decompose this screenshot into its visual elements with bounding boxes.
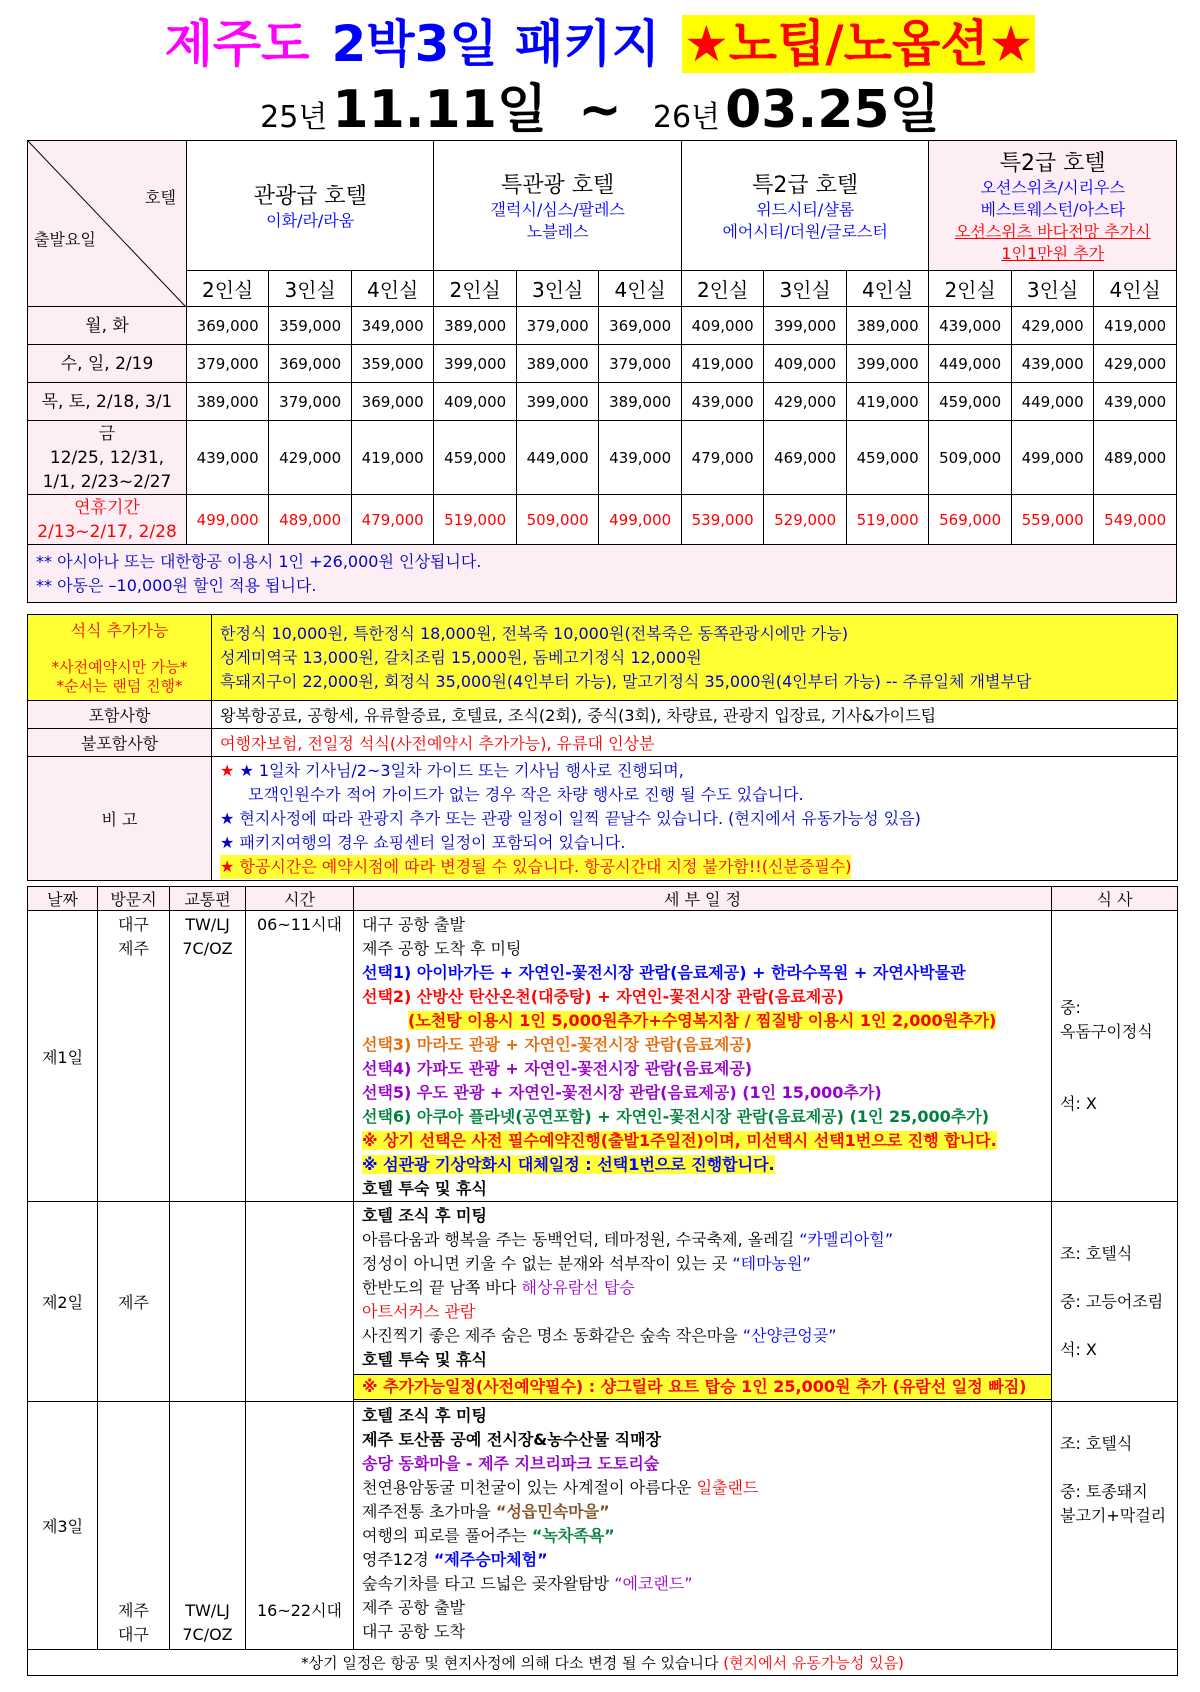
departure-day [28, 495, 187, 545]
schedule-line: (노천탕 이용시 1인 5,000원추가+수영복지참 / 찜질방 이용시 1인 2,000원추가) [408, 1011, 997, 1030]
hotel-sub: 에어시티/더원/글로스터 [722, 222, 888, 241]
room-header: 2인실 [186, 271, 268, 307]
meals-extra-label: 석식 추가가능 [70, 620, 169, 640]
meals-extra-label-cell [28, 615, 212, 701]
price-notes [28, 545, 1177, 603]
price-note: ** 아동은 –10,000원 할인 적용 됩니다. [36, 575, 317, 595]
price-cell: 369,000 [599, 307, 682, 345]
price-cell: 469,000 [764, 421, 846, 495]
schedule-highlight: 일출랜드 [696, 1478, 759, 1497]
info-table [27, 614, 1178, 881]
schedule-line: 선택5) 우도 관광 + 자연인-꽃전시장 관람(음료제공) (1인 15,000추가) [362, 1083, 882, 1102]
price-cell: 539,000 [681, 495, 763, 545]
schedule-highlight: “테마농원” [732, 1254, 811, 1273]
col-header: 교통편 [170, 887, 246, 911]
price-cell: 419,000 [846, 383, 929, 421]
meals-extra-list [212, 615, 1178, 701]
day-text: 수, 일, 2/19 [60, 353, 154, 374]
meal: 중: [1060, 998, 1081, 1017]
price-cell: 479,000 [351, 495, 434, 545]
schedule-line: ※ 섬관광 기상악화시 대체일정 : 선택1번으로 진행합니다. [362, 1155, 775, 1174]
price-row [28, 345, 1177, 383]
price-cell: 409,000 [681, 307, 763, 345]
day-label: 제1일 [28, 911, 98, 1202]
schedule-line: 천연용암동굴 미천굴이 있는 사계절이 아름다운 [362, 1478, 697, 1497]
day-transport [170, 1202, 246, 1402]
day-transport [170, 911, 246, 1202]
schedule-line: 제주 공항 도착 후 미팅 [362, 939, 522, 958]
day-places [98, 911, 170, 1202]
remark-line: 모객인원수가 적어 가이드가 없는 경우 작은 차량 행사로 진행 될 수도 있습니다. [248, 784, 804, 804]
price-rows [28, 307, 1177, 545]
price-cell: 429,000 [269, 421, 351, 495]
remarks-label: 비 고 [28, 757, 212, 881]
schedule-line: 호텔 투숙 및 휴식 [362, 1179, 487, 1198]
corner-cell [28, 141, 187, 307]
meal: 석: X [1060, 1094, 1097, 1113]
transport: TW/LJ [185, 1601, 230, 1620]
price-cell: 549,000 [1094, 495, 1177, 545]
meal: 석: X [1060, 1339, 1097, 1359]
schedule-highlight: 해상유람선 탑승 [521, 1278, 635, 1297]
room-header: 3인실 [269, 271, 351, 307]
end-year: 26년 [652, 100, 721, 135]
price-cell: 449,000 [929, 345, 1011, 383]
transport: 7C/OZ [182, 939, 233, 958]
start-date: 11.11일 [332, 80, 548, 140]
price-table [27, 140, 1177, 603]
day-meals [1052, 911, 1178, 1202]
price-cell: 359,000 [351, 345, 434, 383]
price-cell: 369,000 [269, 345, 351, 383]
price-cell: 379,000 [599, 345, 682, 383]
departure-day [28, 307, 187, 345]
day-places [98, 1402, 170, 1650]
hotel-sub: 베스트웨스턴/아스타 [980, 200, 1125, 219]
meal: 조: 호텔식 [1060, 1243, 1133, 1263]
title-destination: 제주도 [164, 15, 310, 73]
room-header: 3인실 [1011, 271, 1093, 307]
price-cell: 399,000 [516, 383, 598, 421]
price-cell: 359,000 [269, 307, 351, 345]
room-header: 4인실 [846, 271, 929, 307]
day-time: 06~11시대 [246, 911, 354, 1202]
price-cell: 439,000 [929, 307, 1011, 345]
itinerary-footer [28, 1650, 1178, 1676]
price-cell: 419,000 [681, 345, 763, 383]
place: 대구 [118, 915, 149, 934]
hotel-header-2 [434, 141, 681, 271]
transport: 7C/OZ [182, 1625, 233, 1644]
price-cell: 409,000 [434, 383, 516, 421]
meal: 중: 토종돼지 [1060, 1482, 1148, 1501]
remark-line: ★ 현지사정에 따라 관광지 추가 또는 관광 일정이 일찍 끝날수 있습니다. (현지에서 유동가능성 있음) [220, 808, 921, 828]
remarks-list [212, 757, 1178, 881]
price-cell: 459,000 [929, 383, 1011, 421]
meal: 불고기+막걸리 [1060, 1506, 1167, 1525]
hotel-sub: 이화/라/라움 [266, 211, 355, 230]
transport: TW/LJ [185, 915, 230, 934]
schedule-line: 선택3) 마라도 관광 + 자연인-꽃전시장 관람(음료제공) [362, 1035, 753, 1054]
day-text: 금 [98, 423, 116, 444]
price-cell: 389,000 [599, 383, 682, 421]
room-header: 3인실 [516, 271, 598, 307]
price-cell: 429,000 [1094, 345, 1177, 383]
schedule-line: 선택6) 아쿠아 플라넷(공연포함) + 자연인-꽃전시장 관람(음료제공) (1인 25,000추가) [362, 1107, 990, 1126]
hotel-name: 특2급 호텔 [999, 151, 1106, 176]
end-date: 03.25일 [725, 80, 940, 140]
price-cell: 499,000 [186, 495, 268, 545]
schedule-highlight: “산양큰엉곶” [742, 1326, 837, 1345]
price-cell: 499,000 [599, 495, 682, 545]
day-schedule [354, 1402, 1052, 1650]
price-cell: 369,000 [186, 307, 268, 345]
schedule-line: 제주전통 초가마을 [362, 1502, 496, 1521]
schedule-line: 한반도의 끝 남쪽 바다 [362, 1278, 522, 1297]
day-3-row [28, 1402, 1178, 1650]
day-2-row [28, 1202, 1178, 1402]
price-cell: 389,000 [434, 307, 516, 345]
day-text: 12/25, 12/31, [49, 447, 165, 468]
schedule-line: 정성이 아니면 키울 수 없는 분재와 석부작이 있는 곳 [362, 1254, 733, 1273]
price-cell: 399,000 [434, 345, 516, 383]
schedule-line: 호텔 조식 후 미팅 [362, 1206, 487, 1225]
footer-text: *상기 일정은 항공 및 현지사정에 의해 다소 변경 될 수 있습니다 [301, 1654, 724, 1672]
day-label: 제3일 [28, 1402, 98, 1650]
day-1-row [28, 911, 1178, 1202]
price-cell: 489,000 [1094, 421, 1177, 495]
period-tilde: ~ [578, 80, 622, 140]
place: 제주 [118, 1601, 149, 1620]
title-package: 2박3일 패키지 [331, 15, 660, 73]
schedule-line: 선택2) 산방산 탄산온천(대중탕) + 자연인-꽃전시장 관람(음료제공) [362, 987, 844, 1006]
schedule-highlight: “카멜리아힐” [799, 1230, 894, 1249]
price-note: ** 아시아나 또는 대한항공 이용시 1인 +26,000원 인상됩니다. [36, 551, 482, 571]
price-cell: 439,000 [1011, 345, 1093, 383]
remark-text: ★ 1일차 기사님/2~3일차 가이드 또는 기사님 행사로 진행되며, [239, 760, 684, 780]
day-text: 월, 화 [85, 315, 129, 336]
schedule-line: 송당 동화마을 - 제주 지브리파크 도토리숲 [362, 1454, 660, 1473]
included-text: 왕복항공료, 공항세, 유류할증료, 호텔료, 조식(2회), 중식(3회), 차량료, 관광지 입장료, 기사&가이드팁 [212, 701, 1178, 729]
col-header: 방문지 [98, 887, 170, 911]
remark-line: ★ 패키지여행의 경우 쇼핑센터 일정이 포함되어 있습니다. [220, 832, 626, 852]
day-text: 목, 토, 2/18, 3/1 [41, 391, 173, 412]
schedule-highlight: “에코랜드” [614, 1574, 693, 1593]
day-text: 연휴기간 [74, 497, 140, 518]
hotel-name: 특관광 호텔 [501, 173, 615, 198]
room-header: 3인실 [764, 271, 846, 307]
hotel-header-1 [186, 141, 433, 271]
price-cell: 419,000 [351, 421, 434, 495]
price-row [28, 383, 1177, 421]
schedule-line: 사진찍기 좋은 제주 숨은 명소 동화같은 숲속 작은마을 [362, 1326, 743, 1345]
price-cell: 529,000 [764, 495, 846, 545]
meals-extra-line: 흑돼지구이 22,000원, 회정식 35,000원(4인부터 가능), 말고기정식 35,000원(4인부터 가능) -- 주류일체 개별부담 [220, 671, 1032, 691]
included-label: 포함사항 [28, 701, 212, 729]
schedule-line: 아름다움과 행복을 주는 동백언덕, 테마정원, 수국축제, 올레길 [362, 1230, 800, 1249]
price-cell: 389,000 [186, 383, 268, 421]
schedule-line: 제주 토산품 공예 전시장&농수산물 직매장 [362, 1430, 661, 1449]
col-header: 세 부 일 정 [354, 887, 1052, 911]
price-cell: 509,000 [929, 421, 1011, 495]
price-cell: 439,000 [681, 383, 763, 421]
price-cell: 499,000 [1011, 421, 1093, 495]
schedule-line: 제주 공항 출발 [362, 1598, 465, 1617]
schedule-highlight: “녹차족욕” [531, 1526, 615, 1545]
schedule-line: 호텔 조식 후 미팅 [362, 1406, 487, 1425]
day-schedule [354, 1202, 1052, 1402]
footer-text-red: (현지에서 유동가능성 있음) [723, 1654, 904, 1672]
price-cell: 389,000 [516, 345, 598, 383]
schedule-line: ※ 추가가능일정(사전예약필수) : 샹그릴라 요트 탑승 1인 25,000원 추가 (유람선 일정 빠짐) [362, 1377, 1027, 1396]
meals-extra-note: *사전예약시만 가능* [51, 657, 188, 676]
price-cell: 379,000 [186, 345, 268, 383]
corner-day-label: 출발요일 [34, 230, 96, 249]
departure-day [28, 383, 187, 421]
price-cell: 489,000 [269, 495, 351, 545]
col-header: 시간 [246, 887, 354, 911]
schedule-highlight: “성읍민속마을” [495, 1502, 610, 1521]
price-cell: 479,000 [681, 421, 763, 495]
start-year: 25년 [260, 100, 328, 135]
schedule-line: 선택4) 가파도 관광 + 자연인-꽃전시장 관람(음료제공) [362, 1059, 753, 1078]
price-cell: 449,000 [1011, 383, 1093, 421]
schedule-line: 대구 공항 도착 [362, 1622, 465, 1641]
price-cell: 429,000 [1011, 307, 1093, 345]
price-row [28, 421, 1177, 495]
day-places: 제주 [98, 1202, 170, 1402]
price-cell: 519,000 [434, 495, 516, 545]
meal: 조: 호텔식 [1060, 1434, 1133, 1453]
schedule-line: 호텔 투숙 및 휴식 [362, 1350, 487, 1369]
excluded-text: 여행자보험, 전일정 석식(사전예약시 추가가능), 유류대 인상분 [212, 729, 1178, 757]
hotel-name: 관광급 호텔 [253, 184, 367, 209]
price-cell: 379,000 [269, 383, 351, 421]
departure-day [28, 345, 187, 383]
day-transport [170, 1402, 246, 1650]
remark-line: ★ ★ 1일차 기사님/2~3일차 가이드 또는 기사님 행사로 진행되며, [220, 760, 684, 780]
hotel-name: 특2급 호텔 [752, 173, 859, 198]
room-header: 4인실 [351, 271, 434, 307]
col-header: 날짜 [28, 887, 98, 911]
schedule-line: 여행의 피로를 풀어주는 [362, 1526, 532, 1545]
price-row [28, 307, 1177, 345]
departure-day [28, 421, 187, 495]
day-schedule [354, 911, 1052, 1202]
excluded-label: 불포함사항 [28, 729, 212, 757]
day-time [246, 1202, 354, 1402]
price-cell: 399,000 [846, 345, 929, 383]
place: 대구 [118, 1625, 149, 1644]
price-cell: 439,000 [599, 421, 682, 495]
schedule-line: 영주12경 [362, 1550, 434, 1569]
schedule-highlight: “제주승마체험” [433, 1550, 548, 1569]
price-cell: 459,000 [434, 421, 516, 495]
hotel-note: 오션스위츠 바다전망 추가시 [954, 222, 1151, 241]
price-cell: 399,000 [764, 307, 846, 345]
price-cell: 379,000 [516, 307, 598, 345]
hotel-note: 1인1만원 추가 [1001, 244, 1105, 263]
room-header: 2인실 [434, 271, 516, 307]
meals-extra-line: 한정식 10,000원, 특한정식 18,000원, 전복죽 10,000원(전복죽은 동쪽관광시에만 가능) [220, 623, 849, 643]
price-cell: 449,000 [516, 421, 598, 495]
day-meals [1052, 1402, 1178, 1650]
col-header: 식 사 [1052, 887, 1178, 911]
price-cell: 409,000 [764, 345, 846, 383]
price-cell: 459,000 [846, 421, 929, 495]
remark-line: ★ 항공시간은 예약시점에 따라 변경될 수 있습니다. 항공시간대 지정 불가함!!(신분증필수) [220, 855, 851, 879]
schedule-line: 대구 공항 출발 [362, 915, 465, 934]
price-cell: 439,000 [1094, 383, 1177, 421]
price-cell: 509,000 [516, 495, 598, 545]
day-meals [1052, 1202, 1178, 1402]
day-label: 제2일 [28, 1202, 98, 1402]
meals-extra-note: *순서는 랜덤 진행* [56, 676, 183, 695]
price-cell: 519,000 [846, 495, 929, 545]
day-text: 2/13~2/17, 2/28 [37, 521, 177, 542]
price-cell: 429,000 [764, 383, 846, 421]
hotel-sub: 갤럭시/심스/팔레스 [490, 200, 625, 219]
price-cell: 569,000 [929, 495, 1011, 545]
schedule-line: ※ 상기 선택은 사전 필수예약진행(출발1주일전)이며, 미선택시 선택1번으로 진행 합니다. [362, 1131, 997, 1150]
room-header: 2인실 [681, 271, 763, 307]
price-cell: 559,000 [1011, 495, 1093, 545]
price-cell: 419,000 [1094, 307, 1177, 345]
hotel-header-3 [681, 141, 928, 271]
meals-extra-line: 성게미역국 13,000원, 갈치조림 15,000원, 돔베고기정식 12,000원 [220, 647, 702, 667]
price-cell: 349,000 [351, 307, 434, 345]
itinerary-table [27, 886, 1178, 1676]
place: 제주 [118, 939, 149, 958]
room-header: 4인실 [1094, 271, 1177, 307]
price-cell: 439,000 [186, 421, 268, 495]
hotel-sub: 오션스위츠/시리우스 [980, 178, 1125, 197]
corner-diagonal [28, 141, 186, 307]
day-text: 1/1, 2/23~2/27 [42, 471, 172, 492]
room-header: 2인실 [929, 271, 1011, 307]
meal: 옥돔구이정식 [1060, 1022, 1153, 1041]
schedule-line: 선택1) 아이바가든 + 자연인-꽃전시장 관람(음료제공) + 한라수목원 + 자연사박물관 [362, 963, 966, 982]
hotel-sub: 노블레스 [526, 222, 589, 241]
schedule-line: 숲속기차를 타고 드넓은 곶자왈탐방 [362, 1574, 615, 1593]
price-cell: 389,000 [846, 307, 929, 345]
meal: 중: 고등어조림 [1060, 1291, 1164, 1311]
hotel-sub: 위드시티/샬롬 [756, 200, 855, 219]
corner-hotel-label: 호텔 [145, 188, 176, 207]
day-time: 16~22시대 [246, 1402, 354, 1650]
schedule-line: 아트서커스 관람 [362, 1302, 476, 1321]
title-badge: ★노팁/노옵션★ [683, 15, 1034, 73]
price-cell: 369,000 [351, 383, 434, 421]
room-header: 4인실 [599, 271, 682, 307]
price-row [28, 495, 1177, 545]
hotel-header-4 [929, 141, 1177, 271]
page-title [0, 14, 1200, 74]
